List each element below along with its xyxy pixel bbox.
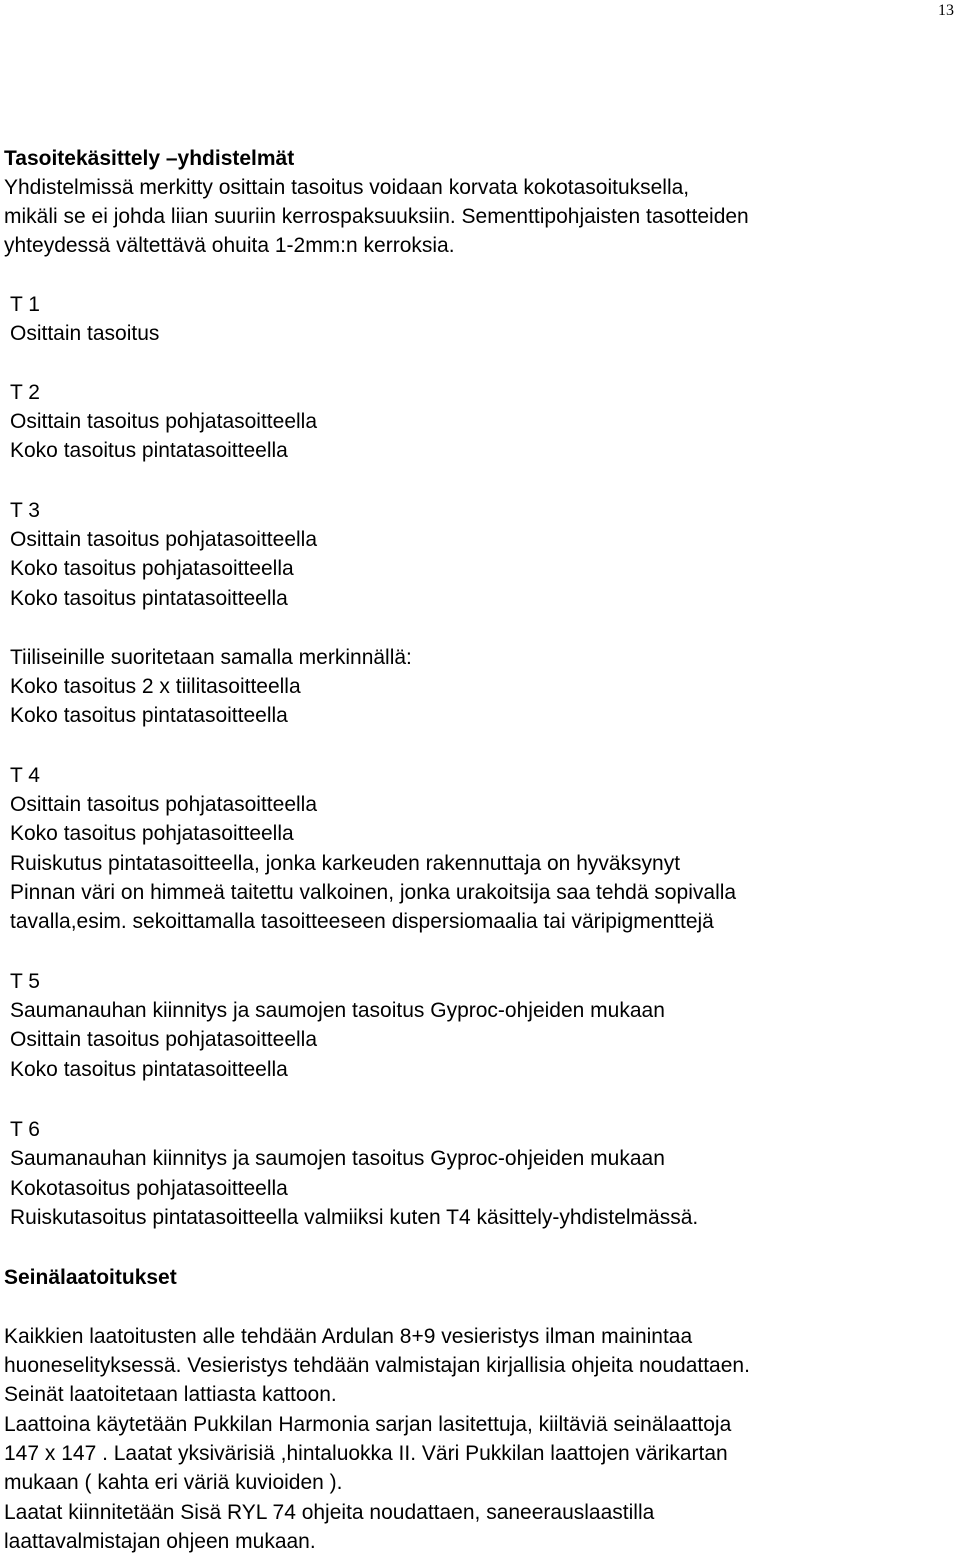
t3-line: Koko tasoitus pintatasoitteella bbox=[10, 587, 288, 610]
tiili-line: Koko tasoitus 2 x tiilitasoitteella bbox=[10, 675, 301, 698]
paragraph-line: mukaan ( kahta eri väriä kuvioiden ). bbox=[4, 1471, 343, 1494]
page-number: 13 bbox=[938, 2, 954, 19]
t6-line: Saumanauhan kiinnitys ja saumojen tasoitus Gyproc-ohjeiden mukaan bbox=[10, 1147, 665, 1170]
paragraph-line: Laatat kiinnitetään Sisä RYL 74 ohjeita noudattaen, saneerauslaastilla bbox=[4, 1501, 655, 1524]
paragraph-line: Kaikkien laatoitusten alle tehdään Ardulan 8+9 vesieristys ilman mainintaa bbox=[4, 1325, 693, 1348]
section-heading-tasoite: Tasoitekäsittely –yhdistelmät bbox=[4, 147, 295, 170]
t4-line: Ruiskutus pintatasoitteella, jonka karkeuden rakennuttaja on hyväksynyt bbox=[10, 852, 681, 875]
tiili-line: Koko tasoitus pintatasoitteella bbox=[10, 704, 288, 727]
tiili-line: Tiiliseinille suoritetaan samalla merkinnällä: bbox=[10, 646, 412, 669]
t2-line: Koko tasoitus pintatasoitteella bbox=[10, 439, 288, 462]
t4-line: Koko tasoitus pohjatasoitteella bbox=[10, 822, 294, 845]
t4-line: Osittain tasoitus pohjatasoitteella bbox=[10, 793, 318, 816]
t4-line: Pinnan väri on himmeä taitettu valkoinen, jonka urakoitsija saa tehdä sopivalla bbox=[10, 881, 737, 904]
t4-label: T 4 bbox=[10, 764, 40, 787]
t5-line: Osittain tasoitus pohjatasoitteella bbox=[10, 1028, 318, 1051]
t3-label: T 3 bbox=[10, 499, 40, 522]
t5-label: T 5 bbox=[10, 970, 40, 993]
t5-line: Saumanauhan kiinnitys ja saumojen tasoitus Gyproc-ohjeiden mukaan bbox=[10, 999, 665, 1022]
t2-label: T 2 bbox=[10, 381, 40, 404]
paragraph-line: laattavalmistajan ohjeen mukaan. bbox=[4, 1530, 316, 1553]
t1-line: Osittain tasoitus bbox=[10, 322, 160, 345]
t3-line: Osittain tasoitus pohjatasoitteella bbox=[10, 528, 318, 551]
t6-label: T 6 bbox=[10, 1118, 40, 1141]
t5-line: Koko tasoitus pintatasoitteella bbox=[10, 1058, 288, 1081]
section-heading-seina: Seinälaatoitukset bbox=[4, 1266, 177, 1289]
t1-label: T 1 bbox=[10, 293, 40, 316]
paragraph-line: yhteydessä vältettävä ohuita 1-2mm:n kerroksia. bbox=[4, 234, 455, 257]
paragraph-line: Laattoina käytetään Pukkilan Harmonia sarjan lasitettuja, kiiltäviä seinälaattoja bbox=[4, 1413, 732, 1436]
t6-line: Kokotasoitus pohjatasoitteella bbox=[10, 1177, 288, 1200]
t2-line: Osittain tasoitus pohjatasoitteella bbox=[10, 410, 318, 433]
t3-line: Koko tasoitus pohjatasoitteella bbox=[10, 557, 294, 580]
paragraph-line: huoneselityksessä. Vesieristys tehdään valmistajan kirjallisia ohjeita noudattaen. bbox=[4, 1354, 750, 1377]
paragraph-line: 147 x 147 . Laatat yksivärisiä ,hintaluokka II. Väri Pukkilan laattojen värikartan bbox=[4, 1442, 728, 1465]
t6-line: Ruiskutasoitus pintatasoitteella valmiiksi kuten T4 käsittely-yhdistelmässä. bbox=[10, 1206, 699, 1229]
paragraph-line: Seinät laatoitetaan lattiasta kattoon. bbox=[4, 1383, 337, 1406]
paragraph-line: Yhdistelmissä merkitty osittain tasoitus voidaan korvata kokotasoituksella, bbox=[4, 176, 690, 199]
paragraph-line: mikäli se ei johda liian suuriin kerrospaksuuksiin. Sementtipohjaisten tasotteiden bbox=[4, 205, 749, 228]
t4-line: tavalla,esim. sekoittamalla tasoitteeseen dispersiomaalia tai väripigmenttejä bbox=[10, 910, 714, 933]
